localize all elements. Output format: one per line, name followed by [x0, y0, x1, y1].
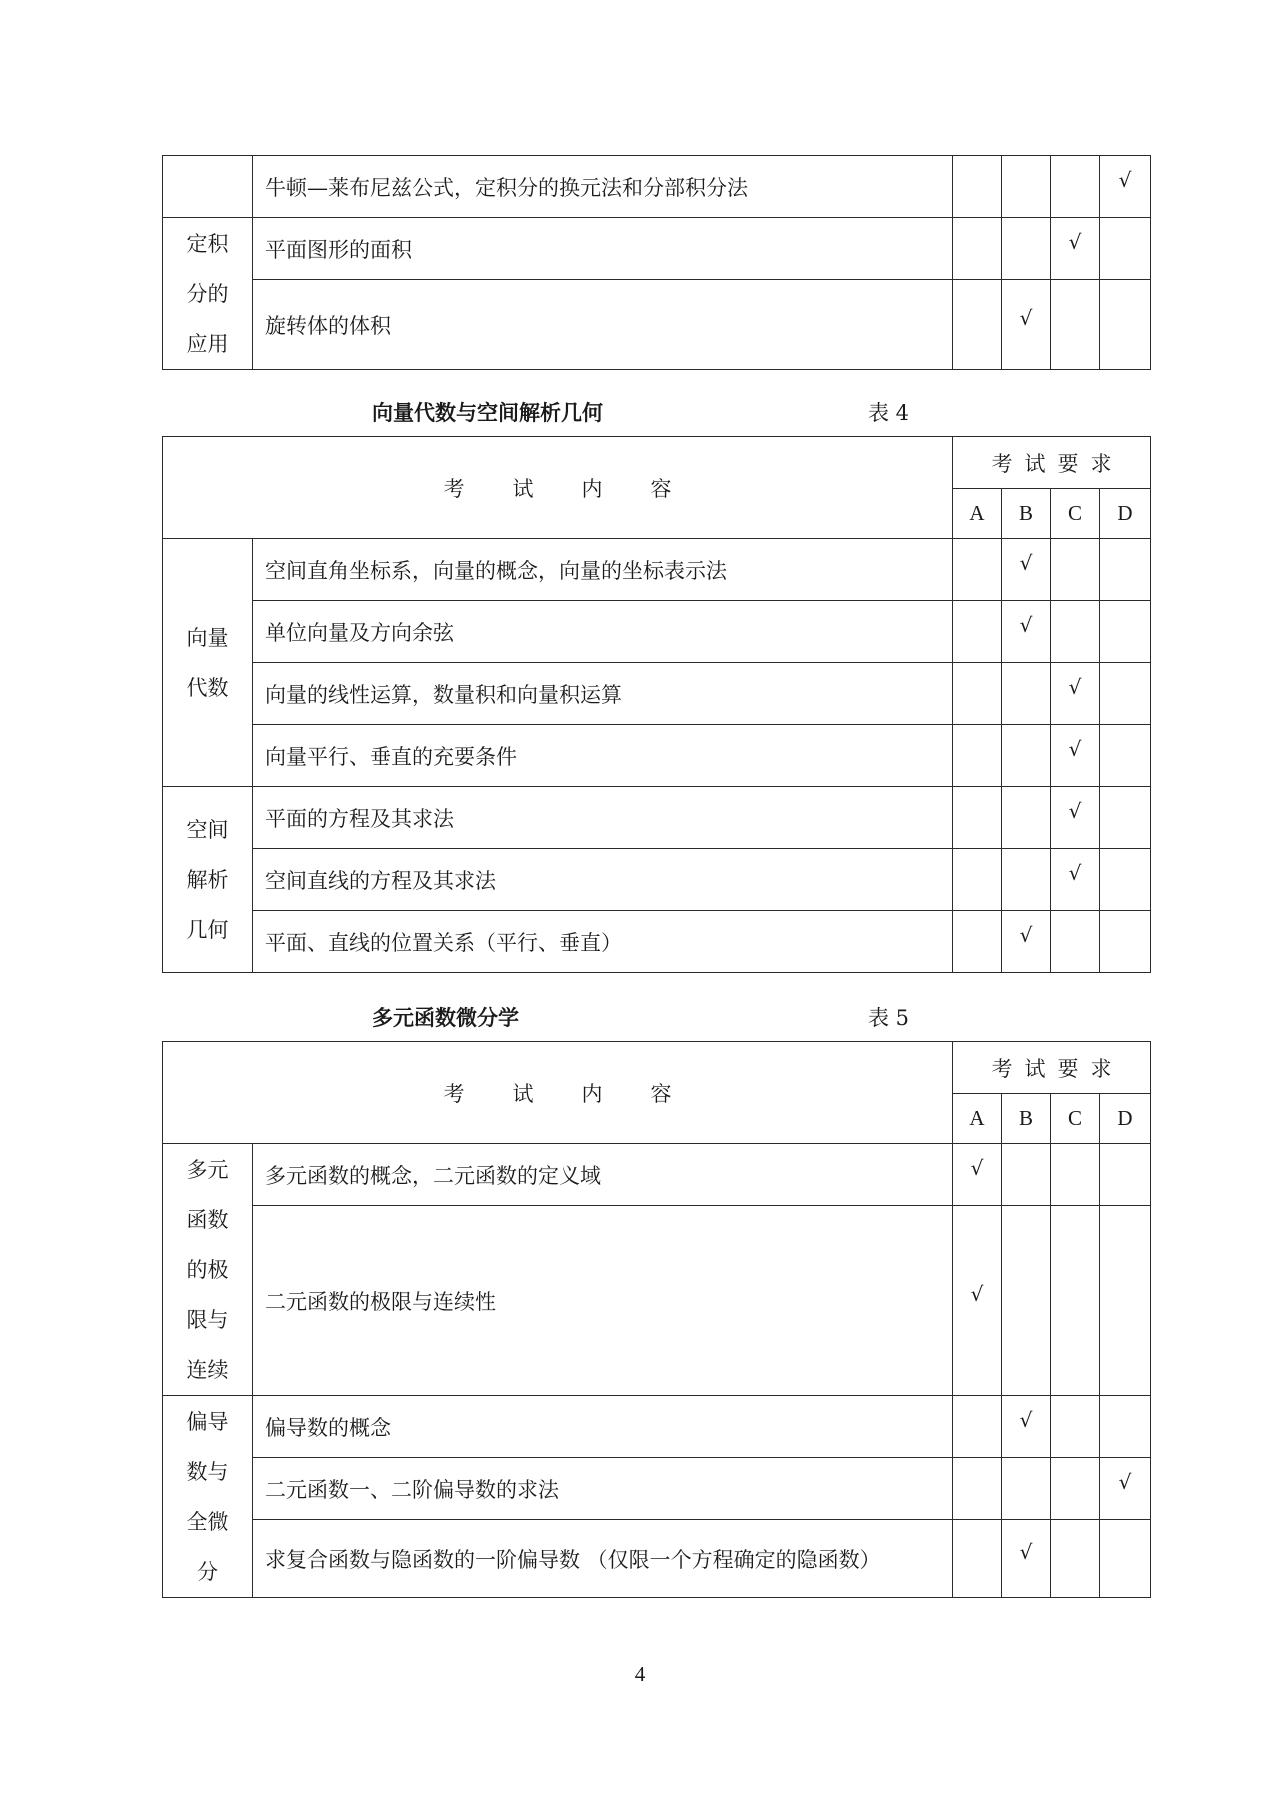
category-cell: 定积 分的 应用 — [163, 218, 253, 370]
mark-cell-d — [1100, 1144, 1151, 1206]
mark-cell-c — [1051, 218, 1100, 280]
check-mark: √ — [1068, 229, 1082, 254]
table5 — [162, 1041, 1151, 1598]
mark-cell-b — [1002, 725, 1051, 787]
mark-cell-a — [953, 156, 1002, 218]
table-row — [163, 725, 1151, 787]
content-item: 求复合函数与隐函数的一阶偏导数 （仅限一个方程确定的隐函数） — [253, 1520, 953, 1598]
mark-cell-d — [1100, 1206, 1151, 1396]
mark-cell-d — [1100, 725, 1151, 787]
mark-cell-b — [1002, 1206, 1051, 1396]
level-c: C — [1051, 489, 1100, 539]
mark-cell-a — [953, 787, 1002, 849]
content-item: 偏导数的概念 — [253, 1396, 953, 1458]
level-b: B — [1002, 489, 1051, 539]
table-row — [163, 1396, 1151, 1458]
mark-cell-b — [1002, 787, 1051, 849]
table-row — [163, 911, 1151, 973]
check-mark: √ — [1019, 1539, 1033, 1564]
header-row — [163, 1042, 1151, 1094]
check-mark: √ — [1068, 736, 1082, 761]
check-mark: √ — [970, 1155, 984, 1180]
content-item: 旋转体的体积 — [253, 280, 953, 370]
mark-cell-d — [1100, 218, 1151, 280]
mark-cell-c — [1051, 725, 1100, 787]
mark-cell-c — [1051, 1206, 1100, 1396]
table-row — [163, 1144, 1151, 1206]
category-cell — [163, 156, 253, 218]
mark-cell-d — [1100, 849, 1151, 911]
mark-cell-a — [953, 1520, 1002, 1598]
mark-cell-d — [1100, 911, 1151, 973]
header-row — [163, 437, 1151, 489]
category-cell: 空间 解析 几何 — [163, 787, 253, 973]
level-c: C — [1051, 1094, 1100, 1144]
mark-cell-a — [953, 1206, 1002, 1396]
mark-cell-a — [953, 849, 1002, 911]
table5-number: 表 5 — [868, 1006, 910, 1030]
mark-cell-c — [1051, 156, 1100, 218]
mark-cell-a — [953, 280, 1002, 370]
table4-number: 表 4 — [868, 401, 910, 425]
mark-cell-d — [1100, 1396, 1151, 1458]
page-number: 4 — [634, 1662, 646, 1686]
table-row — [163, 663, 1151, 725]
level-d: D — [1100, 489, 1151, 539]
check-mark: √ — [1019, 922, 1033, 947]
mark-cell-a — [953, 1458, 1002, 1520]
check-mark: √ — [1068, 798, 1082, 823]
mark-cell-b — [1002, 601, 1051, 663]
content-item: 单位向量及方向余弦 — [253, 601, 953, 663]
table-row — [163, 539, 1151, 601]
check-mark: √ — [1019, 550, 1033, 575]
content-item: 向量的线性运算，数量积和向量积运算 — [253, 663, 953, 725]
content-item: 空间直线的方程及其求法 — [253, 849, 953, 911]
level-a: A — [953, 489, 1002, 539]
check-mark: √ — [1118, 167, 1132, 192]
level-d: D — [1100, 1094, 1151, 1144]
mark-cell-b — [1002, 218, 1051, 280]
content-item: 平面、直线的位置关系（平行、垂直） — [253, 911, 953, 973]
mark-cell-c — [1051, 1144, 1100, 1206]
content-item: 牛顿—莱布尼兹公式，定积分的换元法和分部积分法 — [253, 156, 953, 218]
level-a: A — [953, 1094, 1002, 1144]
mark-cell-a — [953, 601, 1002, 663]
check-mark: √ — [1068, 674, 1082, 699]
level-b: B — [1002, 1094, 1051, 1144]
table-row — [163, 218, 1151, 280]
table-row — [163, 280, 1151, 370]
mark-cell-a — [953, 725, 1002, 787]
table3-continued — [162, 155, 1151, 370]
mark-cell-d — [1100, 787, 1151, 849]
mark-cell-c — [1051, 1458, 1100, 1520]
header-content: 考试内容 — [163, 1042, 953, 1144]
check-mark: √ — [1019, 612, 1033, 637]
mark-cell-c — [1051, 1520, 1100, 1598]
content-item: 多元函数的概念，二元函数的定义域 — [253, 1144, 953, 1206]
mark-cell-c — [1051, 539, 1100, 601]
content-item: 平面的方程及其求法 — [253, 787, 953, 849]
mark-cell-c — [1051, 911, 1100, 973]
mark-cell-a — [953, 663, 1002, 725]
mark-cell-d — [1100, 601, 1151, 663]
category-cell: 偏导 数与 全微 分 — [163, 1396, 253, 1598]
mark-cell-d — [1100, 539, 1151, 601]
table-row — [163, 601, 1151, 663]
table-row — [163, 849, 1151, 911]
mark-cell-b — [1002, 539, 1051, 601]
mark-cell-c — [1051, 1396, 1100, 1458]
check-mark: √ — [970, 1281, 984, 1306]
table-row — [163, 787, 1151, 849]
check-mark: √ — [1118, 1469, 1132, 1494]
mark-cell-b — [1002, 1396, 1051, 1458]
mark-cell-a — [953, 1396, 1002, 1458]
mark-cell-d — [1100, 663, 1151, 725]
content-item: 空间直角坐标系，向量的概念，向量的坐标表示法 — [253, 539, 953, 601]
check-mark: √ — [1019, 305, 1033, 330]
mark-cell-d — [1100, 280, 1151, 370]
header-requirement: 考试要求 — [953, 437, 1151, 489]
header-content: 考试内容 — [163, 437, 953, 539]
mark-cell-b — [1002, 849, 1051, 911]
mark-cell-a — [953, 1144, 1002, 1206]
table-row — [163, 1206, 1151, 1396]
table4-caption: 向量代数与空间解析几何 — [372, 400, 603, 425]
content-item: 向量平行、垂直的充要条件 — [253, 725, 953, 787]
mark-cell-b — [1002, 1144, 1051, 1206]
mark-cell-d — [1100, 156, 1151, 218]
mark-cell-b — [1002, 156, 1051, 218]
mark-cell-b — [1002, 280, 1051, 370]
mark-cell-b — [1002, 1520, 1051, 1598]
table-row — [163, 1458, 1151, 1520]
mark-cell-c — [1051, 601, 1100, 663]
mark-cell-c — [1051, 663, 1100, 725]
content-item: 二元函数的极限与连续性 — [253, 1206, 953, 1396]
check-mark: √ — [1019, 1407, 1033, 1432]
check-mark: √ — [1068, 860, 1082, 885]
mark-cell-a — [953, 911, 1002, 973]
category-cell: 向量 代数 — [163, 539, 253, 787]
table-row — [163, 1520, 1151, 1598]
mark-cell-b — [1002, 663, 1051, 725]
header-requirement: 考试要求 — [953, 1042, 1151, 1094]
table4 — [162, 436, 1151, 973]
mark-cell-d — [1100, 1458, 1151, 1520]
table-row — [163, 156, 1151, 218]
content-item: 二元函数一、二阶偏导数的求法 — [253, 1458, 953, 1520]
mark-cell-b — [1002, 911, 1051, 973]
mark-cell-d — [1100, 1520, 1151, 1598]
category-cell: 多元 函数 的极 限与 连续 — [163, 1144, 253, 1396]
mark-cell-c — [1051, 787, 1100, 849]
content-item: 平面图形的面积 — [253, 218, 953, 280]
mark-cell-a — [953, 539, 1002, 601]
mark-cell-a — [953, 218, 1002, 280]
mark-cell-c — [1051, 280, 1100, 370]
table5-caption: 多元函数微分学 — [372, 1005, 519, 1030]
mark-cell-c — [1051, 849, 1100, 911]
mark-cell-b — [1002, 1458, 1051, 1520]
